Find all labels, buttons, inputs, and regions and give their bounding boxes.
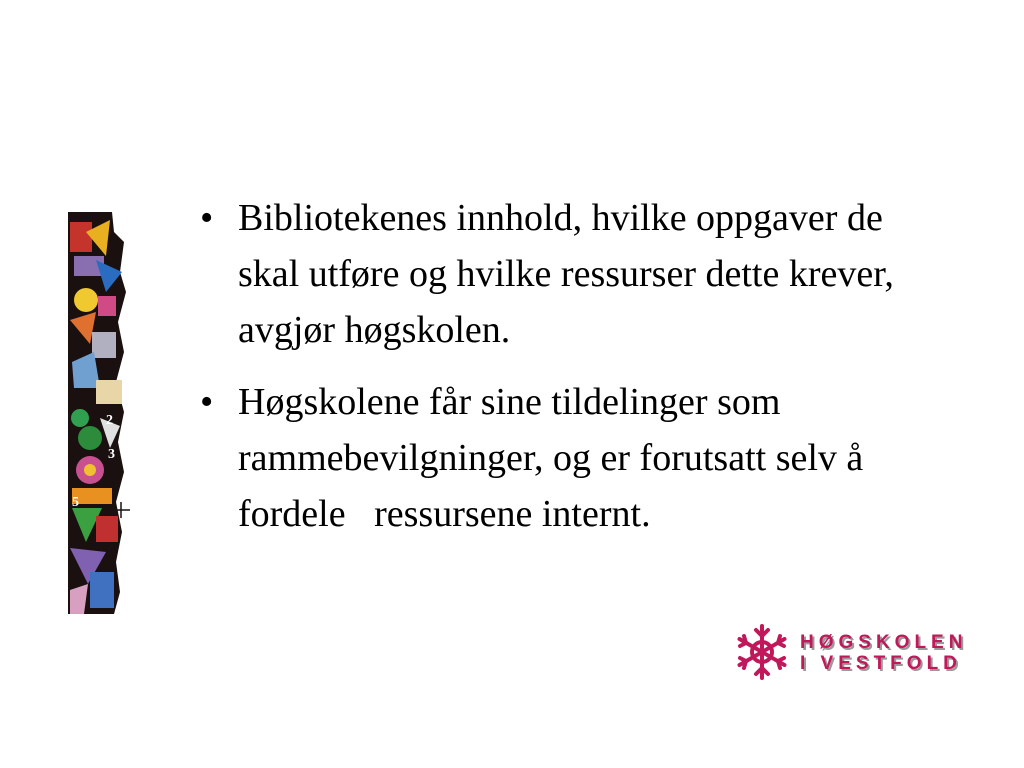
collage-digit: 2 bbox=[106, 413, 113, 428]
collage-digit: 5 bbox=[72, 495, 79, 510]
collage-patch bbox=[84, 464, 96, 476]
collage-digit: 3 bbox=[108, 447, 115, 462]
collage-patch bbox=[96, 380, 122, 404]
collage-patch bbox=[70, 222, 92, 252]
hogskolen-logo bbox=[732, 622, 968, 682]
decorative-collage-strip bbox=[66, 212, 130, 614]
logo-line-2: I VESTFOLD bbox=[800, 653, 962, 674]
bullet-text: Høgskolene får sine tildelinger som rammebevilgninger, og er forutsatt selv å fordele ressursene internt. bbox=[238, 381, 873, 535]
collage-patch bbox=[98, 296, 116, 316]
bullet-item bbox=[196, 190, 916, 358]
collage-patch bbox=[78, 426, 102, 450]
bullet-text: Bibliotekenes innhold, hvilke oppgaver de skal utføre og hvilke ressurser dette krever, avgjør høgskolen. bbox=[238, 197, 904, 351]
bullet-glyph: • bbox=[200, 197, 214, 239]
collage-patch bbox=[96, 516, 118, 542]
snowflake-emblem-icon bbox=[732, 622, 792, 682]
collage-patch bbox=[90, 572, 114, 608]
bullet-list bbox=[196, 190, 916, 542]
logo-wordmark bbox=[800, 632, 967, 674]
bullet-item bbox=[196, 374, 916, 542]
logo-line-1: HØGSKOLEN bbox=[800, 632, 968, 653]
slide-content bbox=[196, 190, 916, 558]
collage-patch bbox=[74, 288, 98, 312]
collage-patch bbox=[71, 409, 89, 427]
collage-patch bbox=[92, 332, 116, 358]
bullet-glyph: • bbox=[200, 381, 214, 423]
collage-illustration bbox=[66, 212, 130, 614]
